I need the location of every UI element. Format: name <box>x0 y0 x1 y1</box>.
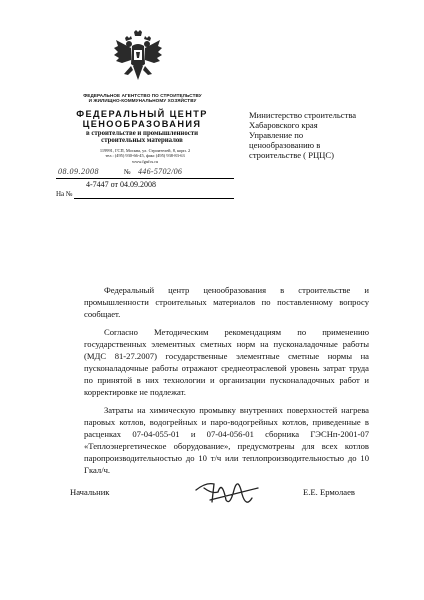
number-sign: № <box>124 168 131 176</box>
organization-title <box>56 110 228 129</box>
body-paragraph: Согласно Методическим рекомендациям по применению государственных элементных сметных норм на пусконаладочные работы (МДС 81-27.2007) государственные элементные сметные нормы на пусконаладочные работы отражают среднеотраслевой уровень затрат труда по принятой в них технологии и организации пусконаладочных работ и корректировке не подлежат. <box>84 327 369 397</box>
organization-address <box>70 148 220 164</box>
body-paragraph: Федеральный центр ценообразования в строительстве и промышленности строительных материалов по поставленному вопросу сообщает. <box>84 285 369 319</box>
title-line: ФЕДЕРАЛЬНЫЙ ЦЕНТР <box>76 109 208 119</box>
agency-line: И ЖИЛИЩНО-КОММУНАЛЬНОМУ ХОЗЯЙСТВУ <box>88 98 197 104</box>
subtitle-line: в строительстве и промышленности <box>86 130 198 137</box>
letter-body <box>84 284 369 482</box>
body-paragraph: Затраты на химическую промывку внутренних поверхностей нагрева паровых котлов, водогрейных и паро-водогрейных котлов, приведенные в расценках 07-04-055-01 и 07-04-056-01 сборника ГЭСНп-2001-07 «Теплоэнергетическое оборудование», предусмотрены для всех котлов паропроизводительностью до 10 т/ч или теплопроизводительностью до 10 Гкал/ч. <box>84 405 369 475</box>
agency-header <box>60 93 225 104</box>
outgoing-number: 446-5702/06 <box>138 167 183 176</box>
address-line: тел.: (495) 930-66-45, факс (495) 938-83-63 <box>105 153 185 159</box>
reply-to-line <box>74 198 234 199</box>
signatory-name: Е.Е. Ермолаев <box>303 487 355 497</box>
outgoing-date: 08.09.2008 <box>58 167 99 176</box>
website: www.fgufcs.ru <box>131 158 159 164</box>
addressee-line: Министерство строительства <box>249 110 357 120</box>
addressee-line: Управление по <box>249 130 304 140</box>
handwritten-signature <box>192 470 262 514</box>
addressee-line: ценообразованию в <box>249 140 321 150</box>
title-line: ЦЕНООБРАЗОВАНИЯ <box>82 118 202 129</box>
addressee-block <box>249 110 389 160</box>
organization-subtitle <box>56 130 228 145</box>
addressee-line: строительстве ( РЦЦС) <box>249 150 334 160</box>
incoming-reference: 4-7447 от 04.09.2008 <box>86 180 157 189</box>
addressee-line: Хабаровского края <box>249 120 318 130</box>
agency-line: ФЕДЕРАЛЬНОЕ АГЕНТСТВО ПО СТРОИТЕЛЬСТВУ <box>83 93 202 98</box>
reply-to-label: На № <box>56 190 73 198</box>
signatory-title: Начальник <box>70 487 110 497</box>
address-line: 119991, ГСП, Москва, ул. Строителей, 8, корп. 2 <box>99 148 191 153</box>
coat-of-arms-emblem <box>112 30 164 90</box>
subtitle-line: строительных материалов <box>101 137 183 145</box>
